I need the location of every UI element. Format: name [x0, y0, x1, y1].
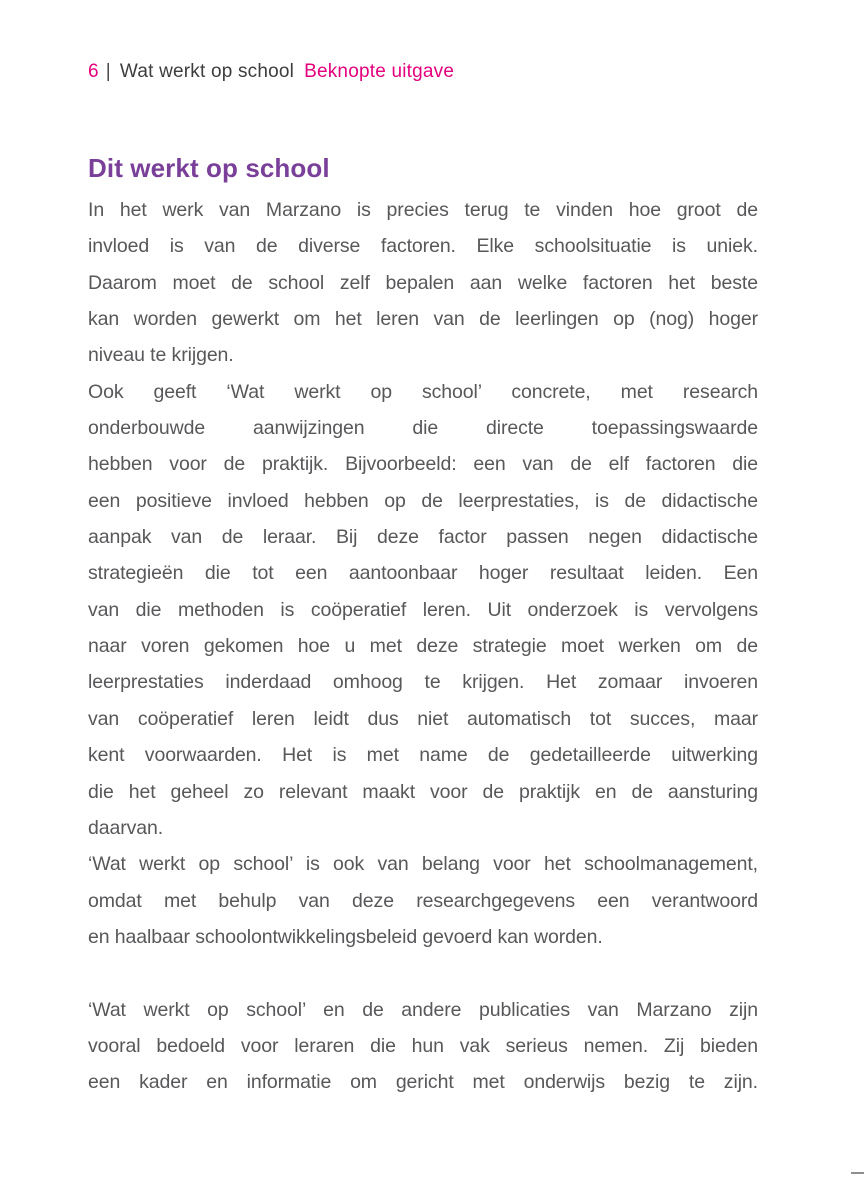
edition-label: Beknopte uitgave: [304, 61, 455, 82]
body-text-line: hebben voor de praktijk. Bijvoorbeeld: een van de elf factoren die: [88, 453, 758, 476]
body-text-line: ‘Wat werkt op school’ is ook van belang voor het schoolmanagement,: [88, 853, 758, 876]
body-text-line: en haalbaar schoolontwikkelingsbeleid gevoerd kan worden.: [88, 925, 603, 948]
running-header: [88, 60, 454, 84]
section-heading: Dit werkt op school: [88, 153, 330, 183]
body-text-line: naar voren gekomen hoe u met deze strategie moet werken om de: [88, 635, 758, 658]
body-text-line: daarvan.: [88, 816, 164, 839]
body-text-line: niveau te krijgen.: [88, 344, 234, 367]
body-text-line: kan worden gewerkt om het leren van de leerlingen op (nog) hoger: [88, 308, 758, 331]
body-text-line: Ook geeft ‘Wat werkt op school’ concrete, met research: [88, 380, 758, 403]
body-text-line: Daarom moet de school zelf bepalen aan welke factoren het beste: [88, 271, 758, 294]
body-text-line: van coöperatief leren leidt dus niet automatisch tot succes, maar: [88, 707, 758, 730]
body-text-line: ‘Wat werkt op school’ en de andere publicaties van Marzano zijn: [88, 998, 758, 1021]
body-text-line: In het werk van Marzano is precies terug te vinden hoe groot de: [88, 199, 758, 221]
corner-mark: [851, 1172, 864, 1174]
paragraph-spacer: [88, 955, 758, 991]
body-text: [88, 192, 758, 1101]
body-text-line: van die methoden is coöperatief leren. Uit onderzoek is vervolgens: [88, 598, 758, 621]
body-text-line: invloed is van de diverse factoren. Elke schoolsituatie is uniek.: [88, 235, 758, 258]
book-title: Wat werkt op school: [119, 61, 295, 82]
header-separator: |: [105, 61, 111, 82]
body-text-line: kent voorwaarden. Het is met name de gedetailleerde uitwerking: [88, 744, 758, 767]
body-text-line: die het geheel zo relevant maakt voor de praktijk en de aansturing: [88, 780, 758, 803]
body-text-line: aanpak van de leraar. Bij deze factor passen negen didactische: [88, 526, 758, 549]
body-text-line: een positieve invloed hebben op de leerprestaties, is de didactische: [88, 489, 758, 512]
body-text-line: vooral bedoeld voor leraren die hun vak serieus nemen. Zij bieden: [88, 1034, 758, 1057]
body-text-line: strategieën die tot een aantoonbaar hoger resultaat leiden. Een: [88, 562, 758, 585]
page-number: 6: [88, 61, 99, 82]
body-text-line: een kader en informatie om gericht met onderwijs bezig te zijn.: [88, 1071, 758, 1094]
body-text-line: onderbouwde aanwijzingen die directe toepassingswaarde: [88, 417, 758, 440]
body-text-line: omdat met behulp van deze researchgegevens een verantwoord: [88, 889, 758, 912]
body-text-line: leerprestaties inderdaad omhoog te krijgen. Het zomaar invoeren: [88, 671, 758, 694]
